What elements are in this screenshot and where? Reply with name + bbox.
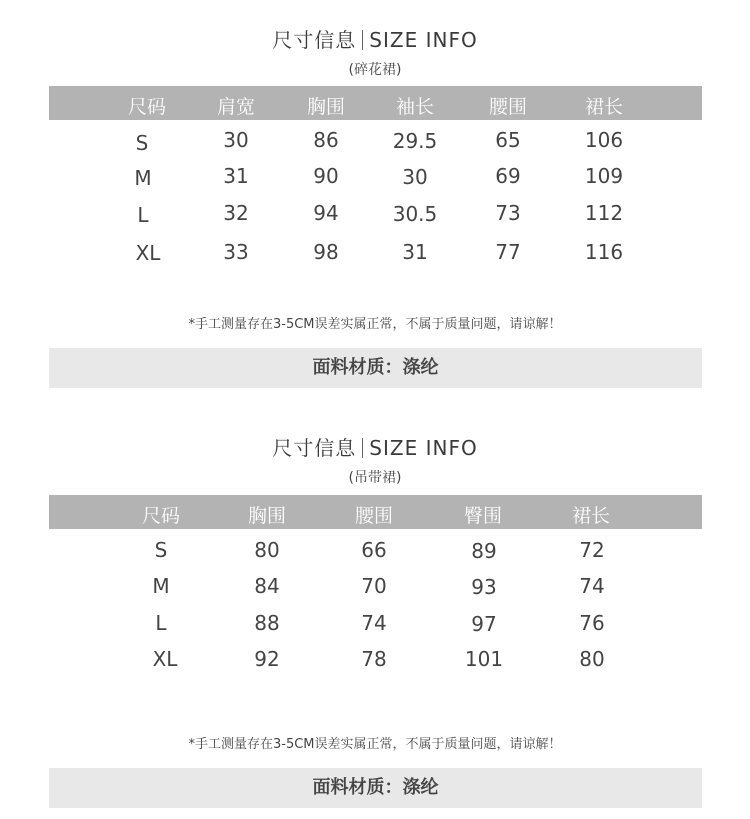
table-cell: 89 — [471, 539, 497, 563]
table-header — [49, 495, 702, 529]
title-cn: 尺寸信息 — [272, 28, 357, 52]
table-cell: 30 — [223, 128, 249, 152]
table-cell: M — [152, 574, 170, 598]
title-en: SIZE INFO — [369, 436, 478, 460]
table-cell: 66 — [361, 538, 387, 562]
header-cell: 胸围 — [306, 96, 346, 118]
title-cn: 尺寸信息 — [272, 436, 357, 460]
table-cell: 33 — [223, 240, 249, 264]
table-cell: 98 — [313, 240, 339, 264]
header-cell: 腰围 — [354, 505, 394, 527]
table-cell: 86 — [313, 128, 339, 152]
material-bar: 面料材质：涤纶 — [49, 768, 702, 808]
table-cell: 106 — [584, 128, 624, 152]
table-cell: XL — [152, 647, 178, 671]
table-cell: 88 — [254, 611, 280, 635]
table-cell: 65 — [495, 128, 521, 152]
table-cell: 78 — [361, 647, 387, 671]
section-subtitle: (碎花裙) — [348, 62, 402, 78]
header-cell: 腰围 — [488, 96, 528, 118]
table-cell: L — [155, 611, 167, 635]
table-cell: 74 — [361, 611, 387, 635]
table-cell: 93 — [471, 575, 497, 599]
measurement-note: *手工测量存在3-5CM误差实属正常，不属于质量问题，请谅解！ — [188, 317, 562, 332]
table-cell: 84 — [254, 574, 280, 598]
header-cell: 袖长 — [395, 96, 435, 118]
table-cell: M — [134, 166, 152, 190]
title-separator — [362, 438, 363, 458]
table-cell: 76 — [579, 611, 605, 635]
table-cell: 74 — [579, 574, 605, 598]
table-cell: 32 — [223, 201, 249, 225]
table-cell: 94 — [313, 201, 339, 225]
table-cell: 109 — [584, 164, 624, 188]
header-cell: 臀围 — [463, 505, 503, 527]
table-cell: 31 — [402, 240, 428, 264]
table-cell: L — [137, 203, 149, 227]
section-subtitle: (吊带裙) — [348, 470, 402, 486]
table-cell: 70 — [361, 574, 387, 598]
table-cell: 29.5 — [392, 129, 438, 153]
table-cell: 101 — [464, 647, 504, 671]
table-cell: 112 — [584, 201, 624, 225]
table-cell: S — [154, 538, 168, 562]
header-cell: 胸围 — [247, 505, 287, 527]
header-cell: 裙长 — [571, 505, 611, 527]
table-cell: 97 — [471, 612, 497, 636]
material-bar: 面料材质：涤纶 — [49, 348, 702, 388]
title-en: SIZE INFO — [369, 28, 478, 52]
table-cell: XL — [135, 241, 161, 265]
table-cell: 72 — [579, 538, 605, 562]
measurement-note: *手工测量存在3-5CM误差实属正常，不属于质量问题，请谅解！ — [188, 737, 562, 752]
header-cell: 裙长 — [584, 96, 624, 118]
table-cell: S — [135, 131, 149, 155]
table-cell: 90 — [313, 164, 339, 188]
header-cell: 肩宽 — [216, 96, 256, 118]
table-cell: 80 — [579, 647, 605, 671]
table-cell: 31 — [223, 164, 249, 188]
table-cell: 116 — [584, 240, 624, 264]
table-cell: 92 — [254, 647, 280, 671]
table-cell: 73 — [495, 201, 521, 225]
section-title — [0, 432, 750, 461]
table-cell: 77 — [495, 240, 521, 264]
table-cell: 69 — [495, 164, 521, 188]
header-cell: 尺码 — [141, 505, 181, 527]
table-cell: 30.5 — [392, 202, 438, 226]
header-cell: 尺码 — [127, 96, 167, 118]
table-cell: 80 — [254, 538, 280, 562]
table-cell: 30 — [402, 165, 428, 189]
